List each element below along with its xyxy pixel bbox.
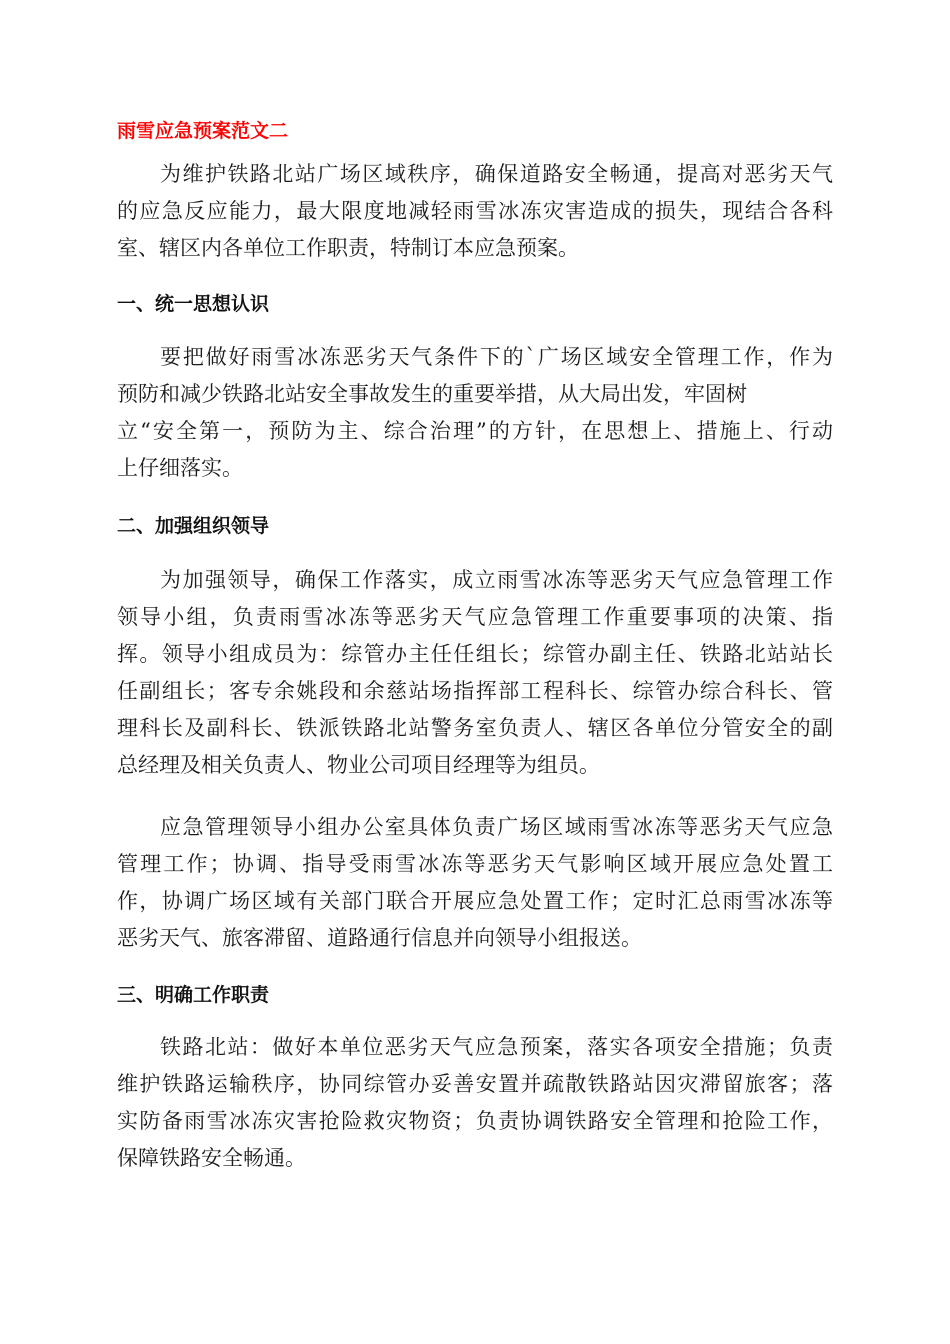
paragraph-line: 挥。领导小组成员为：综管办主任任组长；综管办副主任、铁路北站站长: [117, 642, 833, 666]
paragraph-line: 为维护铁路北站广场区域秩序，确保道路安全畅通，提高对恶劣天气: [160, 162, 833, 186]
paragraph-line: 实防备雨雪冰冻灾害抢险救灾物资；负责协调铁路安全管理和抢险工作，: [117, 1109, 833, 1133]
section-paragraph: [117, 1029, 833, 1177]
paragraph-line: 应急管理领导小组办公室具体负责广场区域雨雪冰冻等恶劣天气应急: [160, 815, 833, 839]
paragraph-line: 恶劣天气、旅客滞留、道路通行信息并向领导小组报送。: [117, 926, 642, 950]
document-title: 雨雪应急预案范文二: [117, 120, 289, 142]
paragraph-line: 理科长及副科长、铁派铁路北站警务室负责人、辖区各单位分管安全的副: [117, 716, 833, 740]
section-paragraph: [117, 339, 833, 487]
section-heading: 二、加强组织领导: [117, 515, 270, 537]
paragraph-line: 上仔细落实。: [117, 456, 243, 480]
paragraph-line: 领导小组，负责雨雪冰冻等恶劣天气应急管理工作重要事项的决策、指: [117, 605, 833, 629]
paragraph-line: 要把做好雨雪冰冻恶劣天气条件下的`广场区域安全管理工作，作为: [160, 345, 833, 369]
paragraph-line: 为加强领导，确保工作落实，成立雨雪冰冻等恶劣天气应急管理工作: [160, 568, 833, 592]
intro-paragraph: [117, 156, 833, 267]
paragraph-line: 作，协调广场区域有关部门联合开展应急处置工作；定时汇总雨雪冰冻等: [117, 889, 833, 913]
section-heading: 一、统一思想认识: [117, 293, 270, 315]
paragraph-line: 任副组长；客专余姚段和余慈站场指挥部工程科长、综管办综合科长、管: [117, 679, 833, 703]
paragraph-line: 铁路北站：做好本单位恶劣天气应急预案，落实各项安全措施；负责: [160, 1035, 833, 1059]
paragraph-line: 预防和减少铁路北站安全事故发生的重要举措，从大局出发，牢固树: [117, 382, 747, 406]
paragraph-line: 维护铁路运输秩序，协同综管办妥善安置并疏散铁路站因灾滞留旅客；落: [117, 1072, 833, 1096]
paragraph-line: 总经理及相关负责人、物业公司项目经理等为组员。: [117, 753, 600, 777]
paragraph-line: 室、辖区内各单位工作职责，特制订本应急预案。: [117, 236, 579, 260]
section-heading: 三、明确工作职责: [117, 984, 270, 1006]
section-paragraph: [117, 562, 833, 784]
paragraph-line: 管理工作；协调、指导受雨雪冰冻等恶劣天气影响区域开展应急处置工: [117, 852, 833, 876]
paragraph-line: 的应急反应能力，最大限度地减轻雨雪冰冻灾害造成的损失，现结合各科: [117, 199, 833, 223]
section-paragraph: [117, 809, 833, 957]
paragraph-line: 保障铁路安全畅通。: [117, 1146, 306, 1170]
paragraph-line: 立“安全第一，预防为主、综合治理”的方针，在思想上、措施上、行动: [117, 419, 833, 443]
